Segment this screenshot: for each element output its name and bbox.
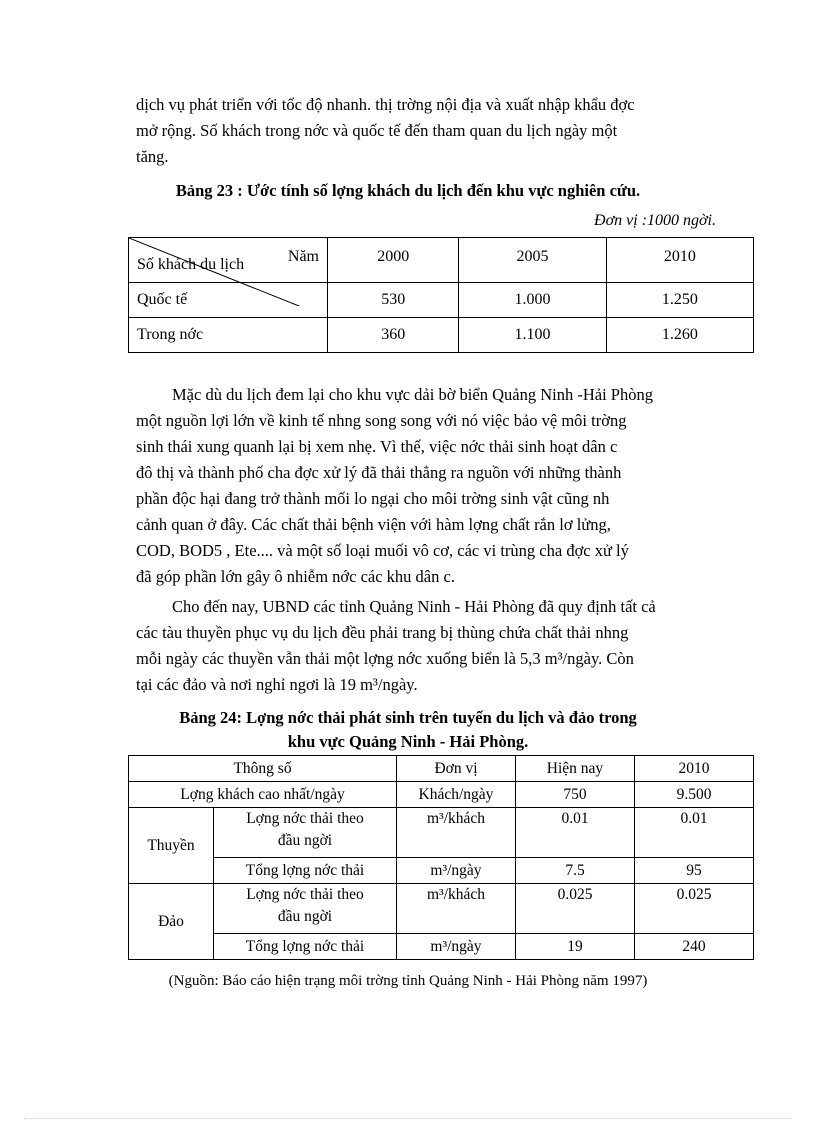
table-cell: 240: [635, 934, 754, 960]
year-header: 2005: [459, 238, 606, 283]
table-row: [129, 934, 754, 960]
header-cell: Đơn vị: [397, 756, 516, 782]
table-cell: 530: [328, 283, 459, 318]
table-cell: 0.025: [516, 884, 635, 934]
text-line: Cho đến nay, UBND các tỉnh Quảng Ninh - Hải Phòng đã quy định tất cả: [172, 597, 656, 616]
row-label-line: Lợng nớc thải theo: [246, 810, 364, 827]
table-header-row: [129, 756, 754, 782]
text-line: phần độc hại đang trở thành mối lo ngại cho môi trờng sinh vật cũng nh: [136, 489, 610, 508]
text-line: COD, BOD5 , Ete.... và một số loại muối vô cơ, các vi trùng cha đợc xử lý: [136, 541, 629, 560]
page-divider: [24, 1118, 792, 1119]
group-label: Thuyền: [129, 808, 214, 884]
table-cell: 1.000: [459, 283, 606, 318]
body-paragraph-3: [136, 594, 740, 698]
text-line: dịch vụ phát triển với tốc độ nhanh. thị trờng nội địa và xuất nhập khẩu đợc: [136, 95, 635, 114]
table24-caption-line1: Bảng 24: Lợng nớc thải phát sinh trên tuyến du lịch và đảo trong: [179, 708, 637, 727]
header-year-label: Năm: [287, 248, 319, 265]
table-cell: 1.100: [459, 318, 606, 353]
row-label: [214, 884, 397, 934]
table-cell: 360: [328, 318, 459, 353]
text-line: cảnh quan ở đây. Các chất thải bệnh viện với hàm lợng chất rắn lơ lửng,: [136, 515, 611, 534]
row-label: Quốc tế: [129, 283, 328, 318]
text-line: đã góp phần lớn gây ô nhiễm nớc các khu dân c.: [136, 567, 455, 586]
text-line: Mặc dù du lịch đem lại cho khu vực dải bờ biển Quảng Ninh -Hải Phòng: [172, 385, 653, 404]
text-line: tăng.: [136, 147, 169, 166]
text-line: sinh thái xung quanh lại bị xem nhẹ. Vì thế, việc nớc thải sinh hoạt dân c: [136, 437, 618, 456]
text-line: mở rộng. Số khách trong nớc và quốc tế đến tham quan du lịch ngày một: [136, 121, 618, 140]
row-label: Tổng lợng nớc thải: [214, 934, 397, 960]
header-cell: Thông số: [129, 756, 397, 782]
table24-caption-line2: khu vực Quảng Ninh - Hải Phòng.: [287, 732, 529, 751]
row-label: [214, 808, 397, 858]
table23-caption: Bảng 23 : Ước tính số lợng khách du lịch đến khu vực nghiên cứu.: [175, 181, 641, 200]
text-line: các tàu thuyền phục vụ du lịch đều phải trang bị thùng chứa chất thải nhng: [136, 623, 629, 642]
text-line: đô thị và thành phố cha đợc xử lý đã thải thẳng ra nguồn với những thành: [136, 463, 622, 482]
table-row: [129, 884, 754, 934]
table-cell: 750: [516, 782, 635, 808]
table-row: [129, 318, 754, 353]
diagonal-header-cell: [129, 238, 328, 283]
table-header-row: [129, 238, 754, 283]
table23-unit: Đơn vị :1000 ngời.: [594, 212, 716, 229]
source-note: (Nguồn: Báo cáo hiện trạng môi trờng tỉnh Quảng Ninh - Hải Phòng năm 1997): [168, 973, 648, 989]
row-label-line: Lợng nớc thải theo: [246, 886, 364, 903]
table-cell: 9.500: [635, 782, 754, 808]
table-cell: m³/khách: [397, 884, 516, 934]
header-visitor-label: Số khách du lịch: [137, 256, 245, 273]
table-cell: m³/ngày: [397, 934, 516, 960]
table-24: [128, 755, 754, 960]
table-cell: m³/khách: [397, 808, 516, 858]
intro-paragraph: [136, 92, 740, 170]
table-23: [128, 237, 754, 353]
table-cell: 95: [635, 858, 754, 884]
year-header: 2010: [606, 238, 753, 283]
row-label: Trong nớc: [129, 318, 328, 353]
table-cell: 1.250: [606, 283, 753, 318]
year-header: 2000: [328, 238, 459, 283]
group-label: Đảo: [129, 884, 214, 960]
body-paragraph-2: [136, 382, 740, 590]
table-cell: 1.260: [606, 318, 753, 353]
text-line: mỗi ngày các thuyền vẫn thải một lợng nớc xuống biển là 5,3 m³/ngày. Còn: [136, 649, 634, 668]
table-row: [129, 782, 754, 808]
table-cell: 19: [516, 934, 635, 960]
text-line: một nguồn lợi lớn về kinh tế nhng song song với nó việc bảo vệ môi trờng: [136, 411, 627, 430]
table-cell: Khách/ngày: [397, 782, 516, 808]
table-cell: 0.025: [635, 884, 754, 934]
row-label: Lợng khách cao nhất/ngày: [129, 782, 397, 808]
header-cell: Hiện nay: [516, 756, 635, 782]
table-cell: 0.01: [516, 808, 635, 858]
text-line: tại các đảo và nơi nghỉ ngơi là 19 m³/ngày.: [136, 675, 418, 694]
header-cell: 2010: [635, 756, 754, 782]
row-label-line: đầu ngời: [277, 908, 333, 925]
table-row: [129, 808, 754, 858]
row-label: Tổng lợng nớc thải: [214, 858, 397, 884]
table-row: [129, 858, 754, 884]
table-cell: 0.01: [635, 808, 754, 858]
table-cell: 7.5: [516, 858, 635, 884]
table-cell: m³/ngày: [397, 858, 516, 884]
row-label-line: đầu ngời: [277, 832, 333, 849]
